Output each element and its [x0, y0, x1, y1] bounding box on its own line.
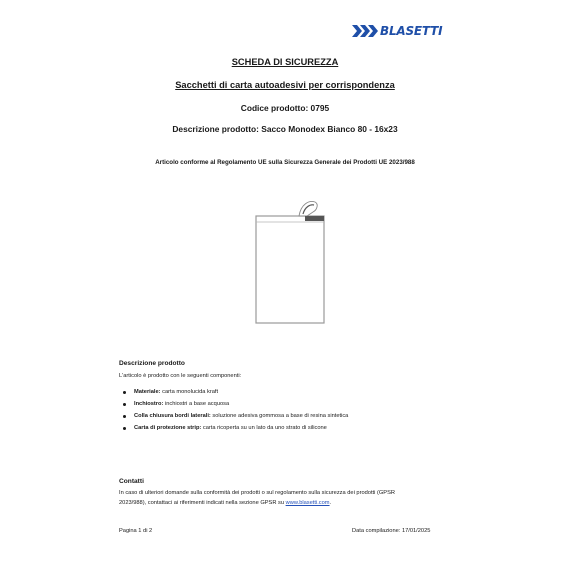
item-text: carta monolucida kraft: [160, 389, 219, 395]
description-intro: L'articolo è prodotto con le seguenti componenti:: [119, 373, 242, 379]
envelope-image: [255, 198, 325, 324]
item-label: Materiale:: [134, 389, 161, 395]
item-text: soluzione adesiva gommosa a base di resina sintetica: [210, 413, 349, 419]
brand-logo-mark-icon: [352, 25, 378, 37]
components-list: [119, 388, 348, 436]
description-heading: Descrizione prodotto: [119, 360, 185, 367]
page-subtitle: Sacchetti di carta autoadesivi per corrispondenza: [175, 80, 395, 90]
list-item: [119, 388, 348, 400]
brand-name: BLASETTI: [380, 24, 443, 38]
page-title: SCHEDA DI SICUREZZA: [231, 57, 339, 67]
contacts-text-line2: [119, 499, 331, 508]
list-item: [119, 400, 348, 412]
product-description: Descrizione prodotto: Sacco Monodex Bianco 80 - 16x23: [172, 124, 398, 134]
item-label: Inchiostro:: [134, 401, 164, 407]
item-label: Colla chiusura bordi laterali:: [134, 413, 211, 419]
item-label: Carta di protezione strip:: [134, 425, 202, 431]
contacts-text-prefix: 2023/988), contattaci ai riferimenti indicati nella sezione GPSR su: [119, 500, 286, 506]
contacts-heading: Contatti: [119, 478, 144, 485]
brand-logo: [352, 24, 452, 38]
item-text: carta ricoperta su un lato da uno strato di silicone: [201, 425, 327, 431]
website-link[interactable]: www.blasetti.com: [285, 500, 330, 506]
contacts-text-suffix: .: [329, 500, 332, 506]
item-text: inchiostri a base acquosa: [163, 401, 230, 407]
list-item: [119, 424, 348, 436]
contacts-text-line1: In caso di ulteriori domande sulla conformità dei prodotti o sul regolamento sulla sicurezza dei prodotti (GPSR: [119, 490, 395, 496]
product-code: Codice prodotto: 0795: [240, 103, 330, 113]
page-number: Pagina 1 di 2: [119, 528, 153, 534]
list-item: [119, 412, 348, 424]
compilation-date: Data compilazione: 17/01/2025: [352, 528, 431, 534]
compliance-statement: Articolo conforme al Regolamento UE sulla Sicurezza Generale dei Prodotti UE 2023/988: [155, 159, 415, 166]
